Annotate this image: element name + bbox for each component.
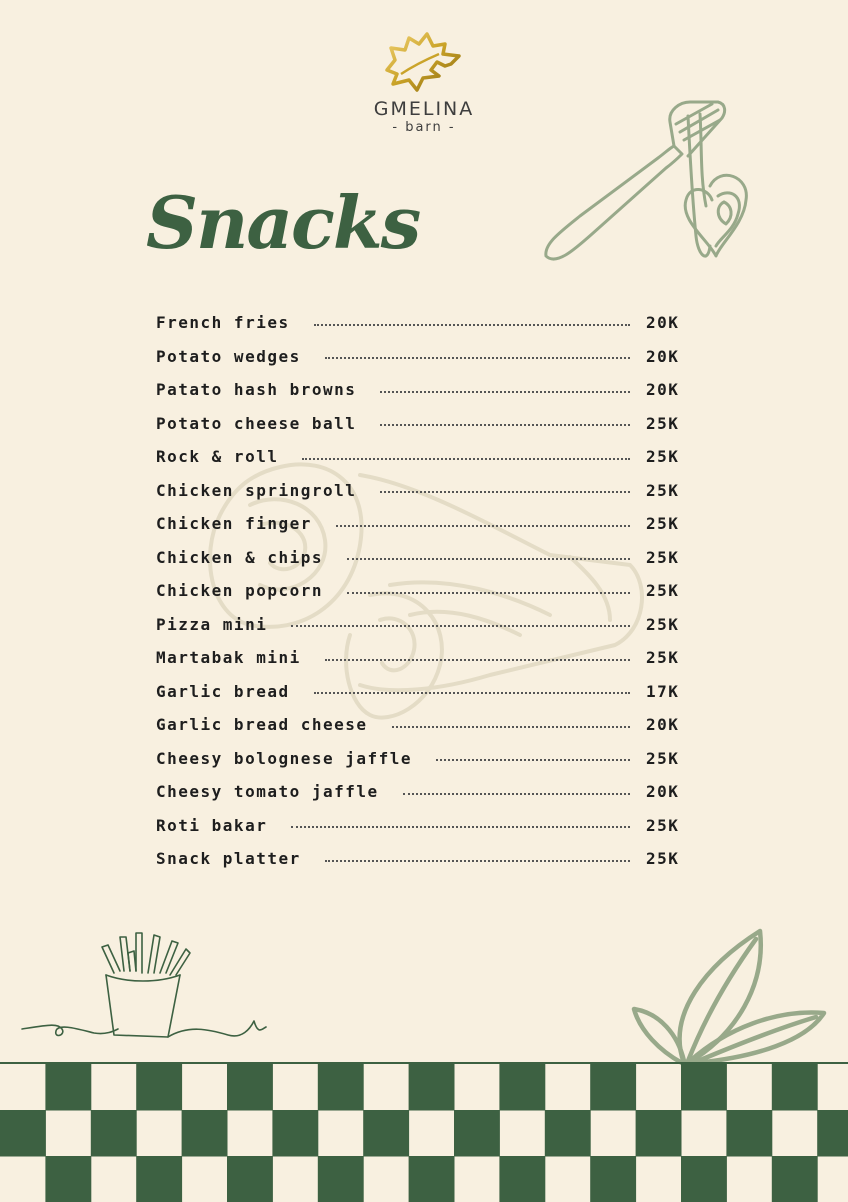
brand-name: GMELINA xyxy=(373,98,475,120)
checker-square xyxy=(409,1156,455,1202)
checker-square xyxy=(136,1156,182,1202)
menu-item xyxy=(156,507,690,541)
dot-leader xyxy=(325,860,630,862)
menu-item-price: 20K xyxy=(646,782,680,802)
checker-square xyxy=(136,1064,182,1111)
menu-item-price: 25K xyxy=(646,413,680,433)
dot-leader xyxy=(336,525,630,527)
menu-item-name: Martabak mini xyxy=(156,648,301,668)
checker-square xyxy=(45,1064,91,1111)
dot-leader xyxy=(436,759,630,761)
fork-spaghetti-heart-icon xyxy=(540,96,770,271)
checker-square xyxy=(590,1156,636,1202)
checker-square xyxy=(772,1156,818,1202)
menu-item-name: Potato wedges xyxy=(156,346,301,366)
menu-item-price: 25K xyxy=(646,547,680,567)
menu-item-price: 25K xyxy=(646,614,680,634)
checker-square xyxy=(227,1064,273,1111)
menu-item xyxy=(156,742,690,776)
menu-item-name: Cheesy tomato jaffle xyxy=(156,782,379,802)
checker-square xyxy=(227,1156,273,1202)
menu-item xyxy=(156,306,690,340)
dot-leader xyxy=(302,458,630,460)
menu-item-name: Snack platter xyxy=(156,849,301,869)
checker-square xyxy=(681,1156,727,1202)
menu-item-name: Garlic bread xyxy=(156,681,290,701)
checker-square xyxy=(499,1064,545,1111)
dot-leader xyxy=(347,592,630,594)
brand-subtitle: - barn - xyxy=(392,120,456,135)
checker-square xyxy=(726,1110,772,1157)
menu-item-name: Patato hash browns xyxy=(156,380,357,400)
menu-item-price: 25K xyxy=(646,648,680,668)
menu-list xyxy=(156,306,690,876)
checker-square xyxy=(45,1156,91,1202)
menu-item xyxy=(156,474,690,508)
menu-item-price: 25K xyxy=(646,815,680,835)
menu-item-name: Rock & roll xyxy=(156,447,279,467)
menu-item-price: 20K xyxy=(646,715,680,735)
checker-square xyxy=(0,1110,46,1157)
french-fries-icon xyxy=(18,925,268,1050)
menu-item xyxy=(156,340,690,374)
checker-square xyxy=(681,1064,727,1111)
menu-item-price: 17K xyxy=(646,681,680,701)
menu-item xyxy=(156,809,690,843)
menu-item-name: Chicken springroll xyxy=(156,480,357,500)
menu-item-price: 25K xyxy=(646,849,680,869)
checker-square xyxy=(772,1064,818,1111)
page-title: Snacks xyxy=(146,180,420,265)
checker-square xyxy=(318,1064,364,1111)
checker-square xyxy=(182,1110,228,1157)
gold-leaf-logo-icon xyxy=(379,30,469,92)
menu-item xyxy=(156,574,690,608)
menu-item-price: 25K xyxy=(646,480,680,500)
menu-item xyxy=(156,440,690,474)
checkerboard-border xyxy=(0,1062,848,1202)
menu-item-name: Chicken finger xyxy=(156,514,312,534)
menu-item xyxy=(156,641,690,675)
menu-item xyxy=(156,675,690,709)
menu-item-name: French fries xyxy=(156,313,290,333)
menu-item xyxy=(156,541,690,575)
menu-item-price: 20K xyxy=(646,346,680,366)
menu-item-name: Chicken popcorn xyxy=(156,581,323,601)
dot-leader xyxy=(380,424,630,426)
dot-leader xyxy=(325,659,630,661)
dot-leader xyxy=(380,491,630,493)
menu-item-name: Cheesy bolognese jaffle xyxy=(156,748,413,768)
checker-square xyxy=(454,1110,500,1157)
menu-item xyxy=(156,775,690,809)
checker-square xyxy=(272,1110,318,1157)
menu-item-name: Chicken & chips xyxy=(156,547,323,567)
dot-leader xyxy=(291,625,630,627)
menu-item xyxy=(156,373,690,407)
menu-item-name: Potato cheese ball xyxy=(156,413,357,433)
dot-leader xyxy=(314,692,630,694)
menu-item-price: 25K xyxy=(646,748,680,768)
menu-item xyxy=(156,842,690,876)
menu-item-price: 25K xyxy=(646,581,680,601)
dot-leader xyxy=(347,558,630,560)
checker-square xyxy=(636,1110,682,1157)
checker-square xyxy=(91,1110,137,1157)
dot-leader xyxy=(291,826,630,828)
menu-item-price: 25K xyxy=(646,447,680,467)
menu-item-price: 20K xyxy=(646,313,680,333)
checker-square xyxy=(545,1110,591,1157)
checker-square xyxy=(409,1064,455,1111)
dot-leader xyxy=(314,324,630,326)
menu-item-name: Roti bakar xyxy=(156,815,268,835)
checker-square xyxy=(817,1110,848,1157)
menu-item xyxy=(156,608,690,642)
checker-square xyxy=(590,1064,636,1111)
checker-square xyxy=(499,1156,545,1202)
menu-item xyxy=(156,708,690,742)
dot-leader xyxy=(392,726,630,728)
dot-leader xyxy=(325,357,630,359)
leaves-icon xyxy=(626,925,831,1067)
menu-item-price: 25K xyxy=(646,514,680,534)
menu-item-price: 20K xyxy=(646,380,680,400)
menu-item-name: Garlic bread cheese xyxy=(156,715,368,735)
menu-item xyxy=(156,407,690,441)
dot-leader xyxy=(403,793,630,795)
dot-leader xyxy=(380,391,630,393)
menu-item-name: Pizza mini xyxy=(156,614,268,634)
checker-square xyxy=(318,1156,364,1202)
checker-square xyxy=(363,1110,409,1157)
